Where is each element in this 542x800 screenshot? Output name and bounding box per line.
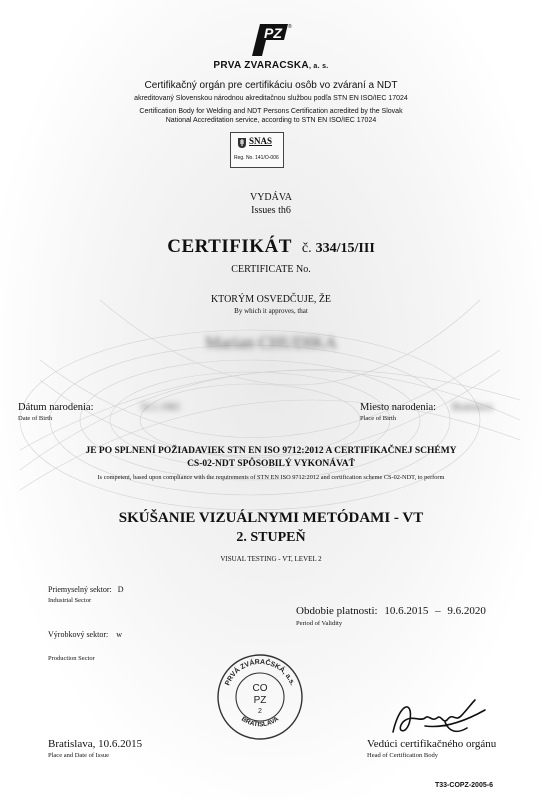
cert-body-en-2: National Accreditation service, according to STN EN ISO/IEC 17024 [165,117,377,124]
slovak-coat-of-arms-icon [237,137,247,149]
official-stamp [215,652,305,742]
head-title: Vedúci certifikačného orgánu [367,738,497,750]
birth-place-label-en: Place of Birth [360,415,397,422]
birth-place-value: Bratislava [452,402,493,413]
validity-en: Period of Validity [296,620,343,627]
birth-date-value: 10.1.1965 [140,402,180,413]
method-title: SKÚŠANIE VIZUÁLNYMI METÓDAMI - VT [118,510,424,526]
cert-body-sk: Certifikačný orgán pre certifikáciu osôb vo zváraní a NDT [144,80,398,91]
validity-line [296,605,486,617]
industrial-sector-en: Industrial Sector [48,597,92,604]
head-en: Head of Certification Body [367,752,438,759]
snas-badge [230,132,284,168]
compliance-line1: JE PO SPLNENÍ POŽIADAVIEK STN EN ISO 9712:2012 A CERTIFIKAČNEJ SCHÉMY [85,446,457,456]
org-name: PRVA ZVARACSKA [213,60,309,71]
snas-label: SNAS [249,136,273,146]
birth-date-label-en: Date of Birth [18,415,53,422]
approves-sk: KTORÝM OSVEDČUJE, ŽE [210,294,332,305]
stamp-center-num: 2 [258,708,262,715]
validity-label: Obdobie platnosti: [296,605,378,617]
svg-text:BRATISLAVA [240,715,280,728]
certificate-en: CERTIFICATE No. [231,264,311,275]
method-en: VISUAL TESTING - VT, LEVEL 2 [220,555,322,563]
issue-en: Place and Date of Issue [48,752,110,759]
org-name-line [0,60,542,71]
org-suffix: , a. s. [308,63,329,70]
product-sector-en: Production Sector [48,655,95,662]
method-level: 2. STUPEŇ [236,530,306,545]
stamp-center-mid: PZ [253,695,267,706]
approves-en: By which it approves, that [234,307,308,315]
issues-en: Issues th6 [251,205,291,216]
industrial-sector-value: D [117,585,124,594]
certificate-title-line [0,236,542,258]
compliance-line2: CS-02-NDT SPÔSOBILÝ VYKONÁVAŤ [187,459,355,469]
validity-from: 10.6.2015 [384,605,429,617]
product-sector-label-line [48,630,122,639]
svg-text:®: ® [288,24,292,30]
stamp-center-top: CO [252,683,268,694]
industrial-sector-label: Priemyselný sektor: [48,585,112,594]
issue-place-date: Bratislava, 10.6.2015 [48,738,143,750]
handwritten-signature [385,692,500,742]
birth-date-label: Dátum narodenia: [18,402,94,413]
industrial-sector-label-line [48,585,124,594]
product-sector-value: w [116,630,122,639]
certificate-title: CERTIFIKÁT [167,236,292,257]
compliance-en: Is competent, based upon compliance with the requirements of STN EN ISO 9712:2012 and certification scheme CS-02-NDT, to perform [97,474,445,481]
stamp-top-text: PRVÁ ZVÁRAČSKÁ, a.s. [224,658,296,687]
certificate-number: 334/15/III [315,241,375,256]
issues-sk: VYDÁVA [249,192,293,203]
stamp-bottom-text: BRATISLAVA [240,715,280,729]
form-code: T33-COPZ-2005-6 [435,782,493,789]
logo-letters: PZ [264,25,282,41]
accreditation-sk: akreditovaný Slovenskou národnou akreditačnou službou podľa STN EN ISO/IEC 17024 [134,95,408,102]
cert-body-en-1: Certification Body for Welding and NDT Persons Certification acredited by the Slovak [139,108,403,115]
birth-place-label: Miesto narodenia: [360,402,437,413]
validity-dash: – [435,605,441,617]
certificate-number-prefix: č. [301,241,312,256]
holder-name: Marian CHUDIKA [205,333,337,352]
snas-reg: Reg. No. 141/O-006 [234,155,279,161]
product-sector-label: Výrobkový sektor: [48,630,109,639]
validity-to: 9.6.2020 [447,605,486,617]
prva-zvaracska-logo [248,22,292,58]
